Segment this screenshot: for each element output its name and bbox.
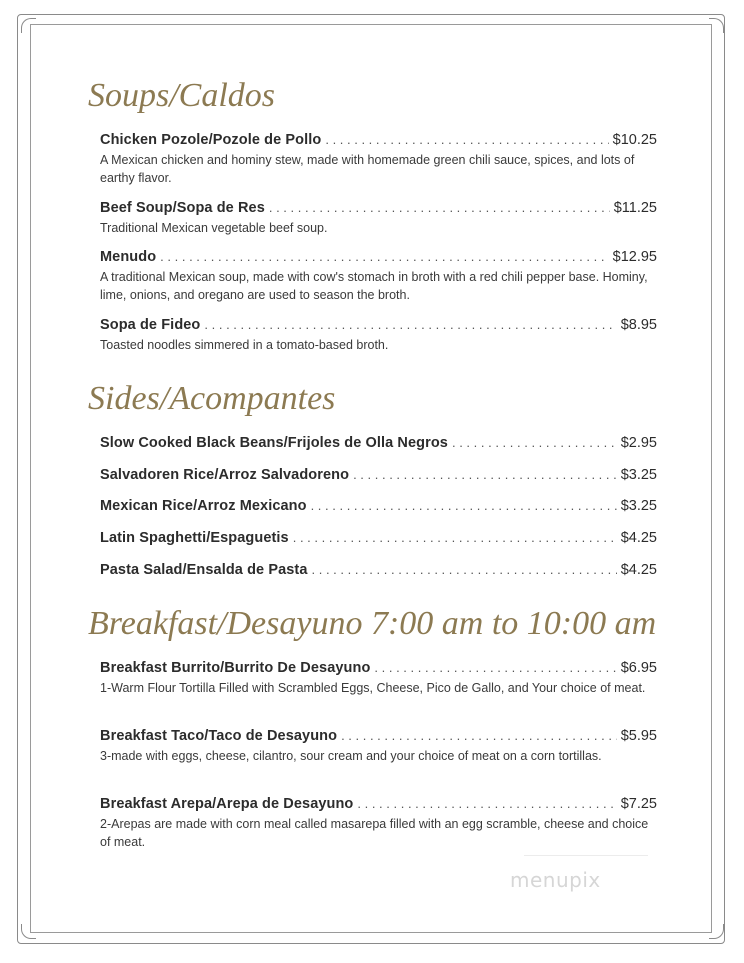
- item-name: Slow Cooked Black Beans/Frijoles de Olla Negros: [100, 435, 448, 451]
- item-price: $4.25: [620, 562, 657, 578]
- watermark-rule: [524, 855, 648, 856]
- item-name: Beef Soup/Sopa de Res: [100, 200, 265, 216]
- item-price: $10.25: [612, 132, 657, 148]
- dot-leader: [357, 794, 616, 814]
- item-description: 3-made with eggs, cheese, cilantro, sour cream and your choice of meat on a corn tortillas.: [100, 749, 602, 763]
- menu-item: [100, 465, 657, 485]
- item-price: $2.95: [620, 435, 657, 451]
- item-price: $12.95: [612, 249, 657, 265]
- menu-item: [100, 658, 657, 697]
- item-price: $7.25: [620, 796, 657, 812]
- dot-leader: [160, 247, 608, 267]
- item-price: $3.25: [620, 467, 657, 483]
- item-description: Toasted noodles simmered in a tomato-based broth.: [100, 338, 389, 352]
- section-title-breakfast: Breakfast/Desayuno 7:00 am to 10:00 am: [88, 605, 657, 642]
- dot-leader: [269, 198, 610, 218]
- item-description: A traditional Mexican soup, made with cow's stomach in broth with a red chili pepper base. Hominy, lime, onions, and oregano are used to season the broth.: [100, 270, 648, 302]
- item-price: $11.25: [613, 200, 657, 216]
- menu-item: [100, 247, 657, 304]
- item-price: $4.25: [620, 530, 657, 546]
- item-price: $5.95: [620, 728, 657, 744]
- item-name: Mexican Rice/Arroz Mexicano: [100, 498, 307, 514]
- dot-leader: [204, 315, 616, 335]
- watermark-logo: menupix: [510, 868, 601, 892]
- menu-item: [100, 496, 657, 516]
- menu-item: [100, 130, 657, 187]
- dot-leader: [325, 130, 608, 150]
- item-name: Breakfast Taco/Taco de Desayuno: [100, 728, 338, 744]
- dot-leader: [452, 433, 617, 453]
- item-description: A Mexican chicken and hominy stew, made with homemade green chili sauce, spices, and lots of earthy flavor.: [100, 153, 635, 185]
- section-title-soups: Soups/Caldos: [88, 77, 276, 114]
- dot-leader: [293, 528, 617, 548]
- menu-item: [100, 433, 657, 453]
- item-name: Sopa de Fideo: [100, 317, 201, 333]
- menu-item: [100, 528, 657, 548]
- menu-item: [100, 794, 657, 851]
- menu-item: [100, 315, 657, 354]
- item-name: Chicken Pozole/Pozole de Pollo: [100, 132, 322, 148]
- dot-leader: [341, 726, 617, 746]
- menu-item: [100, 560, 657, 580]
- item-name: Menudo: [100, 249, 157, 265]
- dot-leader: [353, 465, 617, 485]
- item-description: 1-Warm Flour Tortilla Filled with Scrambled Eggs, Cheese, Pico de Gallo, and Your choice of meat.: [100, 681, 646, 695]
- dot-leader: [374, 658, 616, 678]
- item-price: $3.25: [620, 498, 657, 514]
- item-price: $6.95: [620, 660, 657, 676]
- menu-item: [100, 198, 657, 237]
- item-description: 2-Arepas are made with corn meal called masarepa filled with an egg scramble, cheese and choice of meat.: [100, 817, 649, 849]
- menu-item: [100, 726, 657, 765]
- corner-ornament: [21, 18, 36, 33]
- item-name: Salvadoren Rice/Arroz Salvadoreno: [100, 467, 350, 483]
- item-name: Latin Spaghetti/Espaguetis: [100, 530, 289, 546]
- item-name: Breakfast Arepa/Arepa de Desayuno: [100, 796, 354, 812]
- item-name: Breakfast Burrito/Burrito De Desayuno: [100, 660, 371, 676]
- item-description: Traditional Mexican vegetable beef soup.: [100, 221, 328, 235]
- dot-leader: [311, 496, 617, 516]
- item-price: $8.95: [620, 317, 657, 333]
- section-title-sides: Sides/Acompantes: [88, 380, 336, 417]
- dot-leader: [312, 560, 617, 580]
- item-name: Pasta Salad/Ensalda de Pasta: [100, 562, 308, 578]
